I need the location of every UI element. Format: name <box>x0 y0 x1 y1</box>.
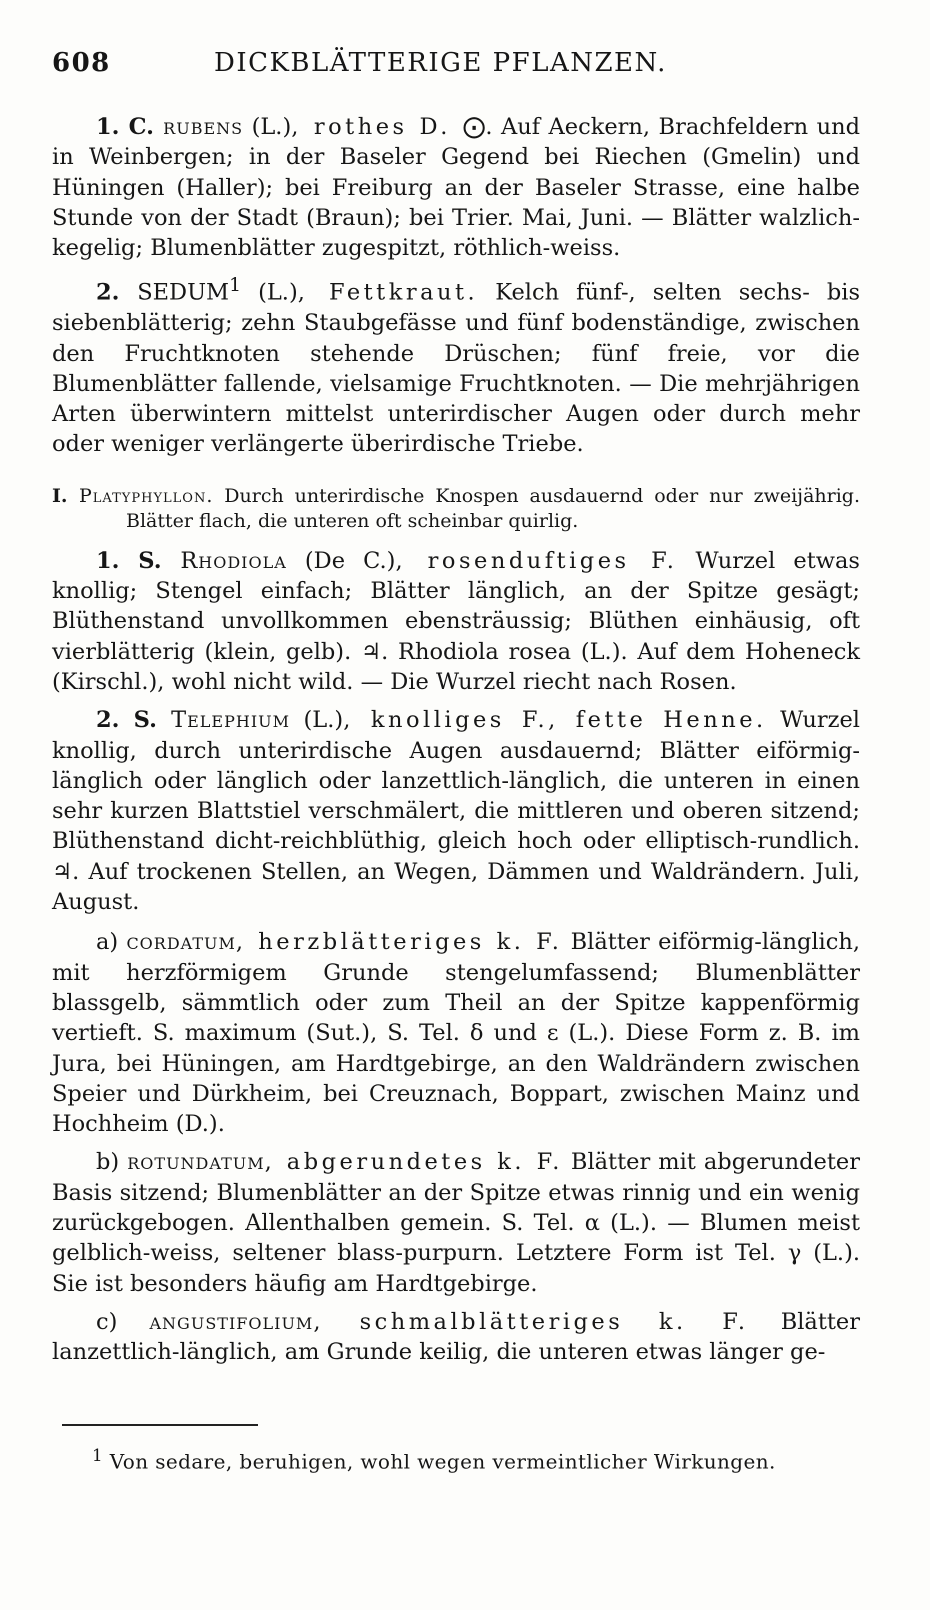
species-name: rubens <box>163 114 244 140</box>
common-name: , abgerundetes k. F. <box>264 1149 563 1176</box>
entry-text: Wurzel etwas knollig; Stengel einfach; Blätter länglich, an der Spitze gesägt; Blüthenstand unvollkommen ebensträussig; Blüthen einhäusig, oft vierblätterig (klein, gelb). ♃. Rhodiola rosea (L.). Auf dem Hoheneck (Kirschl.), wohl nicht wild. — Die Wurzel riecht nach Rosen. <box>52 547 860 695</box>
species-name: Telephium <box>171 707 291 734</box>
footnote <box>92 1446 852 1474</box>
footnote-text: Von sedare, beruhigen, wohl wegen vermeintlicher Wirkungen. <box>103 1449 776 1474</box>
section-number: I. <box>52 484 80 507</box>
variety-letter: b) <box>96 1149 128 1176</box>
common-name: , rothes D. <box>291 114 463 140</box>
genus-name: SEDUM <box>137 279 230 306</box>
authority: (L.) <box>241 279 298 306</box>
section-platyphyllon <box>52 484 860 534</box>
variety-letter: c) <box>96 1308 150 1335</box>
entry-text: Wurzel knollig, durch unterirdische Augen ausdauernd; Blätter eiförmig-länglich oder länglich oder lanzettlich-länglich, die unteren in einen sehr kurzen Blattstiel verschmälert, die mittleren und oberen sitzend; Blüthenstand dicht-reichblüthig, gleich hoch oder elliptisch-rundlich. ♃. Auf trockenen Stellen, an Wegen, Dämmen und Waldrändern. Juli, August. <box>52 707 861 916</box>
common-name: , Fettkraut. <box>297 279 479 306</box>
entry-number: 1. C. <box>96 114 164 140</box>
variety-cordatum <box>52 927 860 1139</box>
footnote-separator <box>62 1424 258 1426</box>
species-name: Rhodiola <box>180 547 287 574</box>
page-body <box>52 112 860 1375</box>
common-name: , herzblätteriges k. F. <box>235 929 563 956</box>
authority: (L.) <box>251 114 292 140</box>
variety-name: cordatum <box>126 929 236 956</box>
footnote-reference: 1 <box>229 275 242 297</box>
page-number: 608 <box>52 48 111 78</box>
entry-sedum-telephium <box>52 705 860 917</box>
variety-angustifolium <box>52 1307 860 1368</box>
variety-text: Blätter eiförmig-länglich, mit herzförmigem Grunde stengelumfassend; Blumenblätter blassgelb, sämmtlich oder zum Theil an der Spitze kappenförmig vertieft. S. maximum (Sut.), S. Tel. δ und ε (L.). Diese Form z. B. im Jura, bei Hüningen, am Hardtgebirge, an den Waldrändern zwischen Speier und Dürkheim, bei Creuznach, Boppart, zwischen Mainz und Hochheim (D.). <box>52 929 860 1138</box>
variety-name: rotundatum <box>127 1149 265 1176</box>
section-text: Durch unterirdische Knospen ausdauernd oder nur zweijährig. Blätter flach, die unteren oft scheinbar quirlig. <box>126 484 860 532</box>
entry-number: 1. S. <box>96 547 181 574</box>
page-header <box>52 48 712 78</box>
authority: (L.) <box>303 707 344 734</box>
footnote-mark: 1 <box>92 1446 103 1465</box>
entry-genus-sedum <box>52 271 860 459</box>
section-name: Platyphyllon. <box>79 484 214 507</box>
common-name: , knolliges F., fette Henne. <box>343 707 767 734</box>
common-name: , schmalblätteriges k. F. <box>313 1308 749 1335</box>
entry-number: 2. <box>96 279 138 306</box>
running-title: DICKBLÄTTERIGE PFLANZEN. <box>214 48 667 78</box>
variety-rotundatum <box>52 1147 860 1298</box>
entry-crassula-rubens <box>52 112 860 263</box>
variety-letter: a) <box>96 929 127 956</box>
common-name: , rosenduftiges F. <box>395 547 678 574</box>
variety-name: angustifolium <box>149 1308 314 1335</box>
entry-number: 2. S. <box>96 707 172 734</box>
variety-text: Blätter lanzettlich-länglich, am Grunde keilig, die unteren etwas länger ge- <box>52 1308 860 1366</box>
authority: (De C.) <box>304 547 396 574</box>
annual-symbol: ⨀ <box>462 114 486 140</box>
entry-sedum-rhodiola <box>52 546 860 697</box>
variety-text: Blätter mit abgerundeter Basis sitzend; Blumenblätter an der Spitze etwas rinnig und ein wenig zurückgebogen. Allenthalben gemein. S. Tel. α (L.). — Blumen meist gelblich-weiss, seltener blass-purpurn. Letztere Form ist Tel. γ (L.). Sie ist besonders häufig am Hardtgebirge. <box>52 1149 860 1297</box>
entry-text: Kelch fünf-, selten sechs- bis siebenblätterig; zehn Staubgefässe und fünf bodenständige, zwischen den Fruchtknoten stehende Drüschen; fünf freie, vor die Blumenblätter fallende, vielsamige Fruchtknoten. — Die mehrjährigen Arten überwintern mittelst unterirdischer Augen oder durch mehr oder weniger verlängerte überirdische Triebe. <box>52 279 860 458</box>
entry-text: . Auf Aeckern, Brachfeldern und in Weinbergen; in der Baseler Gegend bei Riechen (Gmelin) und Hüningen (Haller); bei Freiburg an der Baseler Strasse, eine halbe Stunde von der Stadt (Braun); bei Trier. Mai, Juni. — Blätter walzlich-kegelig; Blumenblätter zugespitzt, röthlich-weiss. <box>52 114 860 262</box>
